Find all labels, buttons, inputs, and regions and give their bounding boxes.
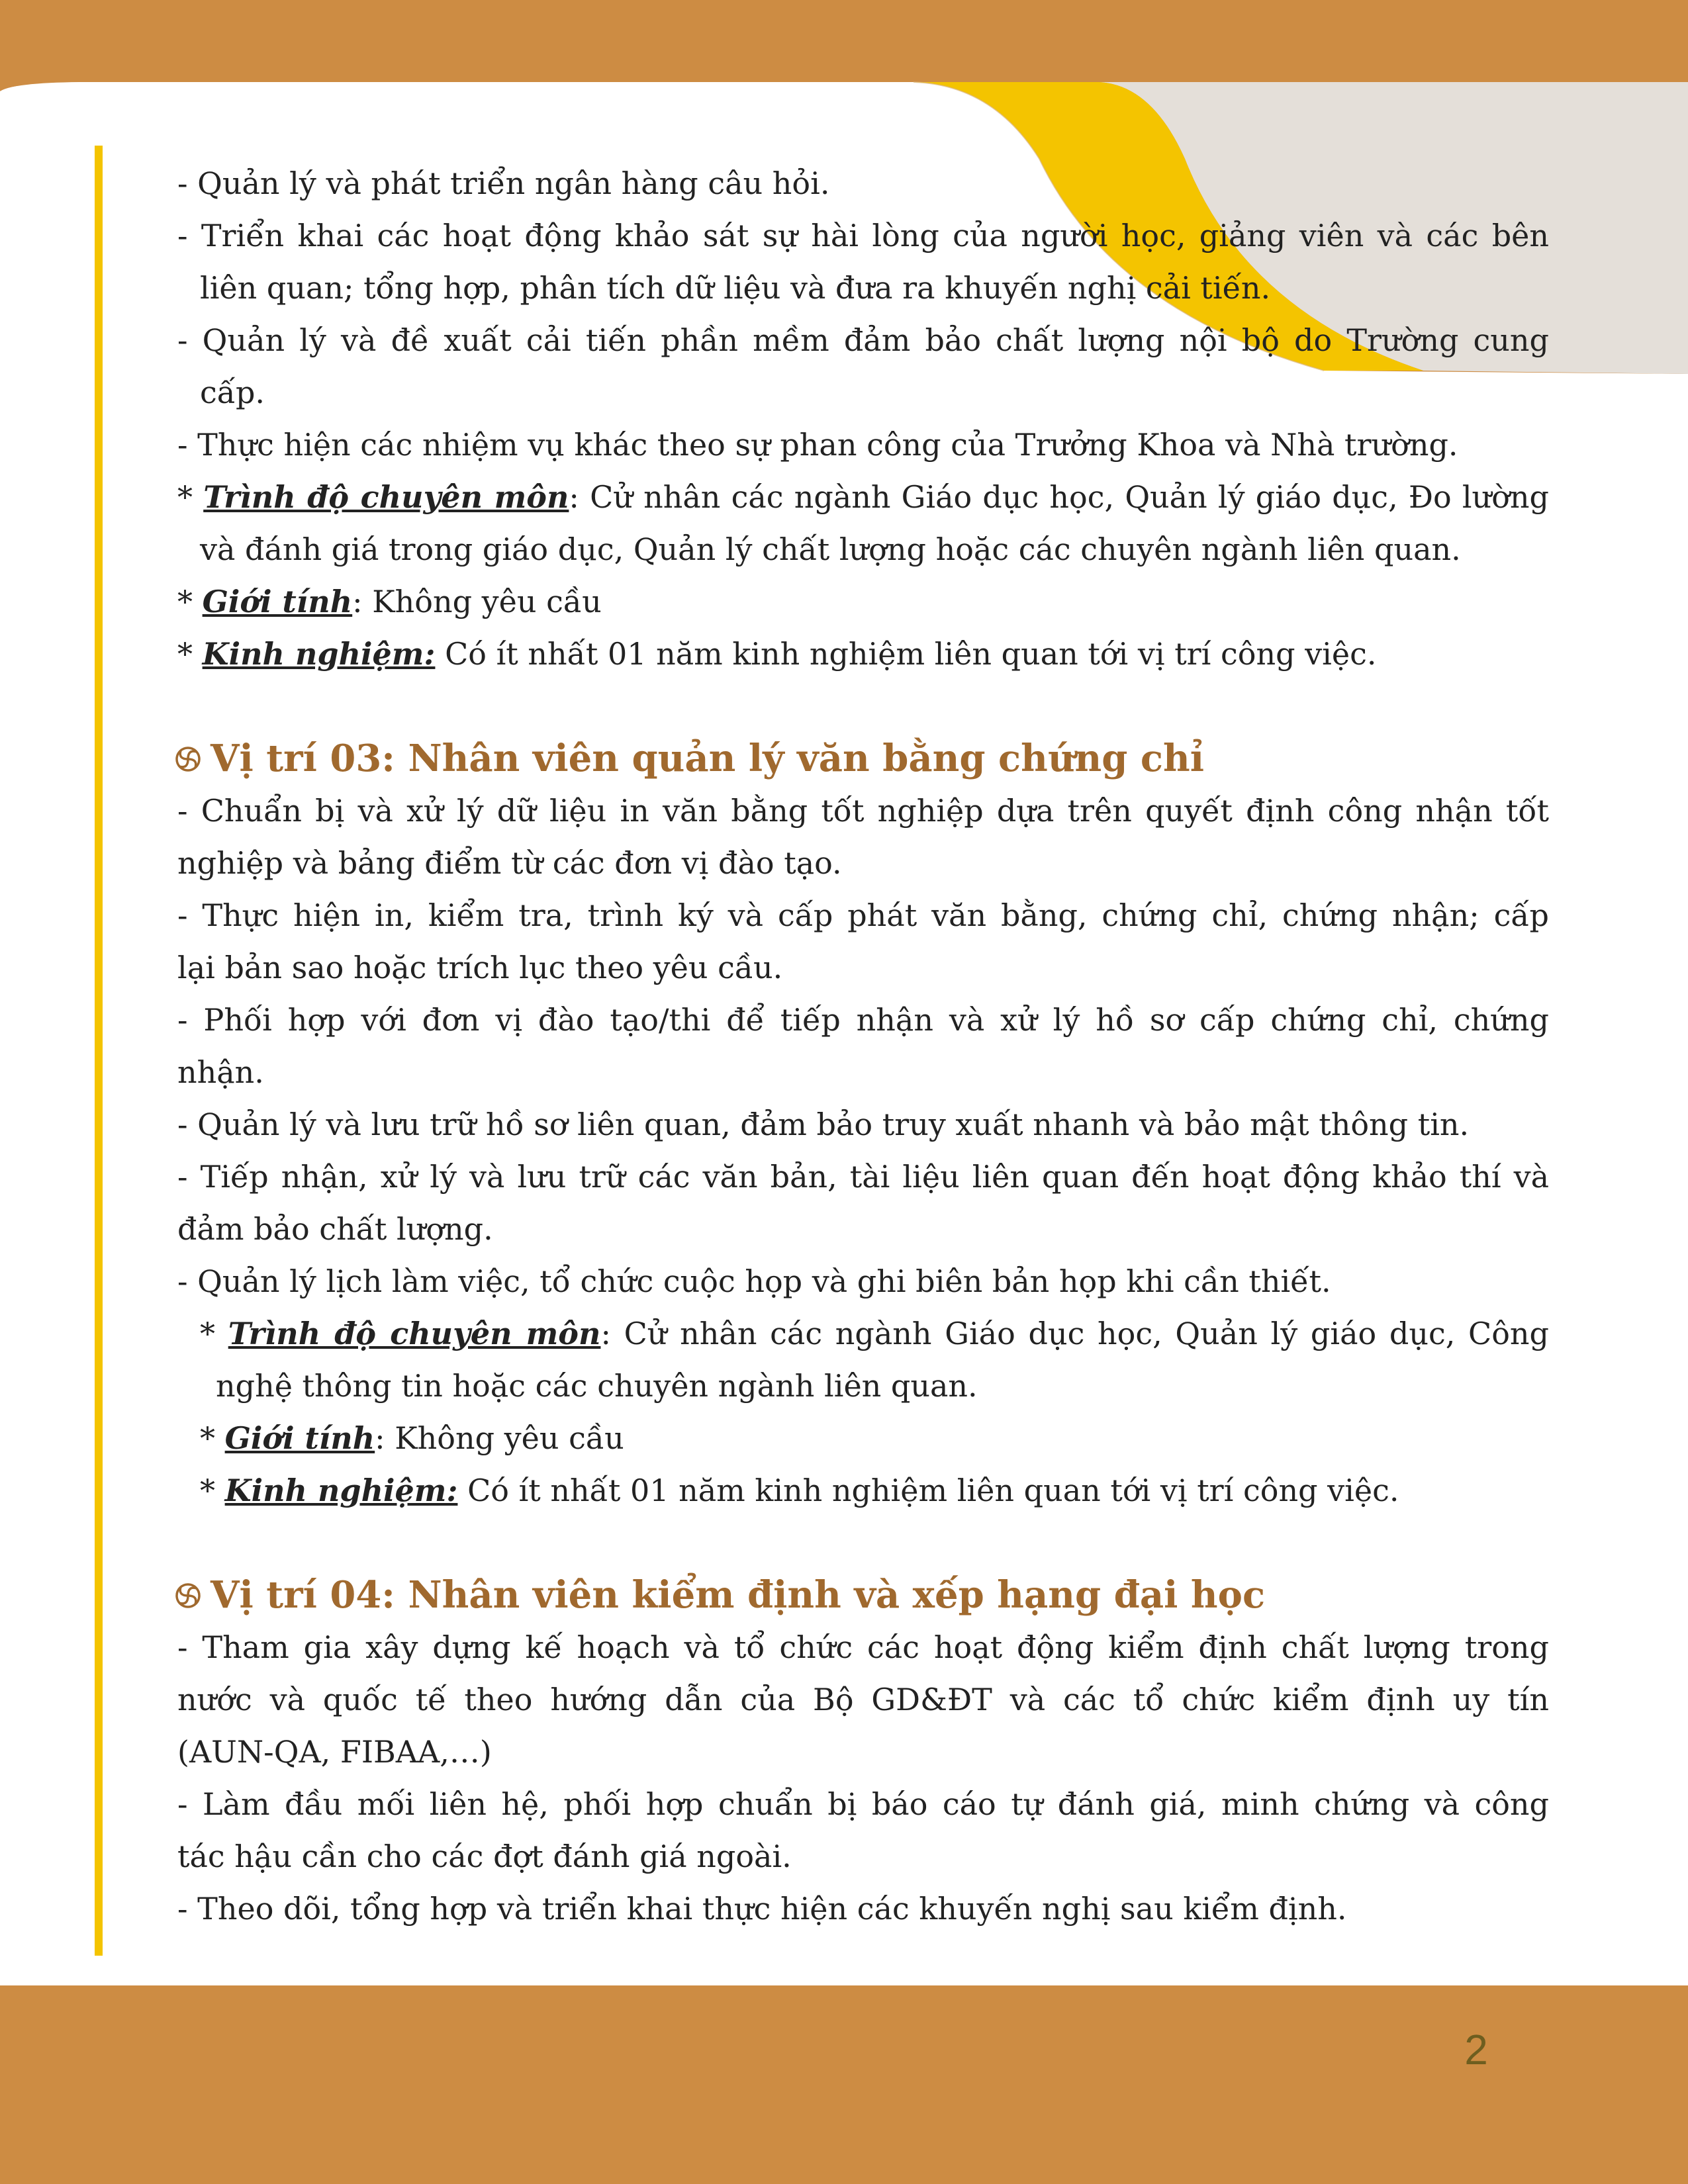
star-marker: * (177, 479, 193, 515)
bottom-band (0, 1985, 1688, 2184)
bullet-software-line1: - Quản lý và đề xuất cải tiến phần mềm đảm bảo chất lượng nội bộ do Trường cung (177, 322, 1549, 358)
bullet-survey-line1: - Triển khai các hoạt động khảo sát sự hài lòng của người học, giảng viên và các bên (177, 218, 1549, 253)
p03-bullet3-line1: - Phối hợp với đơn vị đào tạo/thi để tiếp nhận và xử lý hồ sơ cấp chứng chỉ, chứng (177, 1002, 1549, 1038)
star-marker: * (177, 636, 193, 672)
p03-gender-label: Giới tính (224, 1420, 375, 1456)
p03-bullet5-line1: - Tiếp nhận, xử lý và lưu trữ các văn bản, tài liệu liên quan đến hoạt động khảo thí và (177, 1159, 1549, 1195)
bullet-other-tasks: - Thực hiện các nhiệm vụ khác theo sự phan công của Trưởng Khoa và Nhà trường. (177, 427, 1458, 463)
p03-bullet1-line2: nghiệp và bảng điểm từ các đơn vị đào tạo. (177, 845, 842, 881)
p03-qualification-text: : Cử nhân các ngành Giáo dục học, Quản lý giáo dục, Công (600, 1316, 1549, 1351)
experience-line (177, 628, 1549, 680)
p03-gender-text: : Không yêu cầu (375, 1420, 624, 1456)
p03-gender-line (177, 1412, 1549, 1465)
star-marker: * (200, 1316, 215, 1351)
position-04-title: Vị trí 04: Nhân viên kiểm định và xếp hạng đại học (211, 1573, 1266, 1617)
p04-bullet1-line1: - Tham gia xây dựng kế hoạch và tổ chức các hoạt động kiểm định chất lượng trong (177, 1629, 1549, 1665)
bullet-survey-line2: liên quan; tổng hợp, phân tích dữ liệu và đưa ra khuyến nghị cải tiến. (200, 270, 1271, 306)
p03-qualification-label: Trình độ chuyên môn (228, 1316, 601, 1351)
bullet-question-bank: - Quản lý và phát triển ngân hàng câu hỏi. (177, 165, 830, 201)
p03-experience-label: Kinh nghiệm: (224, 1473, 458, 1508)
spiral-swirl-icon (175, 1582, 201, 1609)
p03-bullet2-line2: lại bản sao hoặc trích lục theo yêu cầu. (177, 950, 783, 985)
qualification-line2: và đánh giá trong giáo dục, Quản lý chất lượng hoặc các chuyên ngành liên quan. (200, 531, 1461, 567)
p04-bullet1-line2: nước và quốc tế theo hướng dẫn của Bộ GD&ĐT và các tổ chức kiểm định uy tín (177, 1682, 1549, 1717)
p03-bullet3-line2: nhận. (177, 1054, 264, 1090)
star-marker: * (200, 1420, 215, 1456)
p03-qualification-line1 (177, 1308, 1549, 1360)
p03-bullet6: - Quản lý lịch làm việc, tổ chức cuộc họp và ghi biên bản họp khi cần thiết. (177, 1263, 1331, 1299)
gender-text: : Không yêu cầu (352, 584, 602, 619)
document-body (177, 158, 1549, 1935)
p04-bullet2-line1: - Làm đầu mối liên hệ, phối hợp chuẩn bị báo cáo tự đánh giá, minh chứng và công (177, 1786, 1549, 1822)
p04-bullet3: - Theo dõi, tổng hợp và triển khai thực hiện các khuyến nghị sau kiểm định. (177, 1891, 1347, 1927)
p03-experience-line (177, 1465, 1549, 1517)
position-04-heading (177, 1569, 1549, 1621)
experience-text: Có ít nhất 01 năm kinh nghiệm liên quan tới vị trí công việc. (445, 636, 1377, 672)
position-03-heading (177, 733, 1549, 785)
p04-bullet2-line2: tác hậu cần cho các đợt đánh giá ngoài. (177, 1839, 792, 1874)
p03-bullet4: - Quản lý và lưu trữ hồ sơ liên quan, đảm bảo truy xuất nhanh và bảo mật thông tin. (177, 1107, 1470, 1142)
p03-qualification-line2: nghệ thông tin hoặc các chuyên ngành liên quan. (216, 1368, 978, 1404)
p03-bullet2-line1: - Thực hiện in, kiểm tra, trình ký và cấp phát văn bằng, chứng chỉ, chứng nhận; cấp (177, 897, 1549, 933)
experience-label: Kinh nghiệm: (202, 636, 436, 672)
star-marker: * (177, 584, 193, 619)
gender-line (177, 576, 1549, 628)
qualification-text: : Cử nhân các ngành Giáo dục học, Quản lý giáo dục, Đo lường (569, 479, 1549, 515)
p04-bullet1-line3: (AUN-QA, FIBAA,…) (177, 1734, 492, 1770)
star-marker: * (200, 1473, 215, 1508)
bullet-software-line2: cấp. (200, 375, 265, 410)
qualification-label: Trình độ chuyên môn (203, 479, 569, 515)
spiral-swirl-icon (175, 746, 201, 772)
page-number: 2 (1464, 2026, 1488, 2073)
p03-bullet5-line2: đảm bảo chất lượng. (177, 1211, 493, 1247)
p03-experience-text: Có ít nhất 01 năm kinh nghiệm liên quan tới vị trí công việc. (467, 1473, 1399, 1508)
position-03-title: Vị trí 03: Nhân viên quản lý văn bằng chứng chỉ (211, 737, 1205, 780)
p03-bullet1-line1: - Chuẩn bị và xử lý dữ liệu in văn bằng tốt nghiệp dựa trên quyết định công nhận tốt (177, 793, 1549, 829)
accent-vertical-bar (95, 146, 103, 1956)
gender-label: Giới tính (202, 584, 353, 619)
qualification-line1 (177, 471, 1549, 523)
